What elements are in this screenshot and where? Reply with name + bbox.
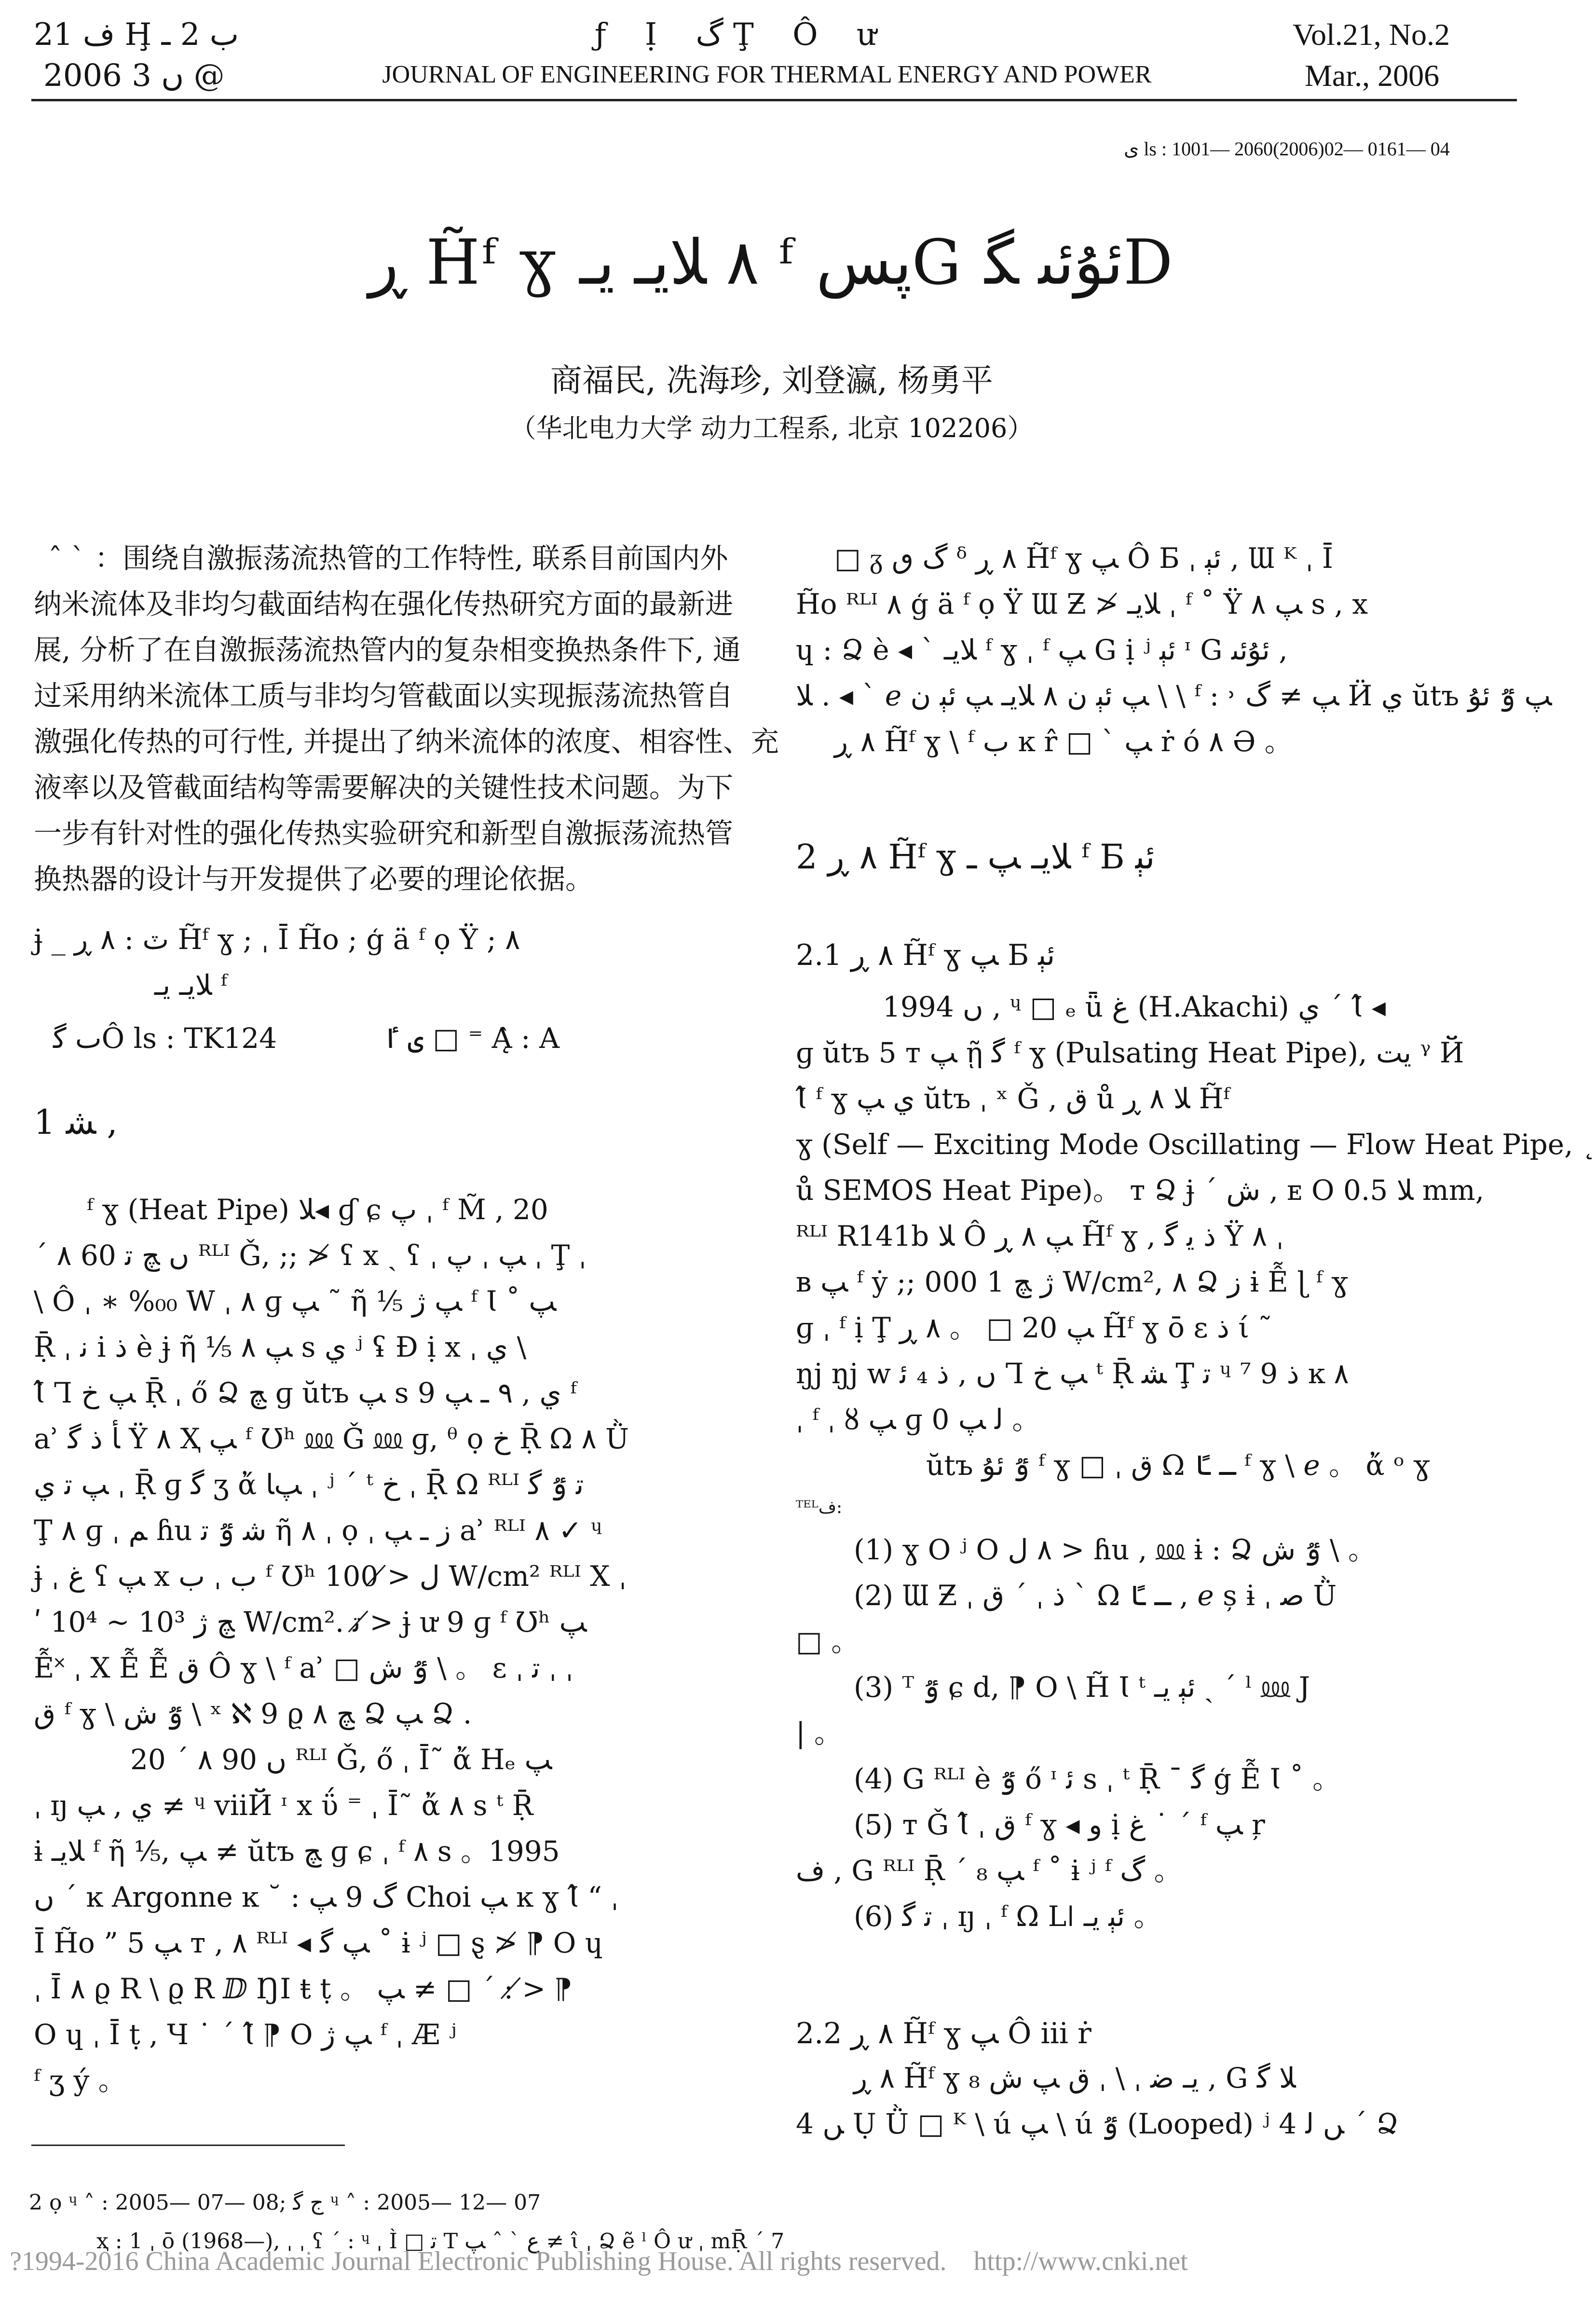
right-intro-line: ٨ ڕ H̃ᶠ ɣ \ ᶠ ﺏ ĸ r̂ □ ˋ ﭗ ṙ ó ٨ Ә 。 (834, 725, 1293, 758)
copyright-notice: ?1994-2016 China Academic Journal Electronic Publishing House. All rights reserved. http://www.cnki.net (10, 2246, 1188, 2276)
section-2-2-heading: 2.2 ٨ ڕ H̃ᶠ ɣ ﭗ Ô iii ṙ (796, 2017, 1091, 2050)
section-1-line: Ţ ٨ ɡ ˌ ﻢ ɦu ﺷ ٷ ﺗ ῆ ٨ ˌ ọ ˌ ﺯ ـ ﭗ ẚ ᴿᴸᴵ ٨ ✓ ᶣ (34, 1514, 602, 1547)
right-intro-line: □ ᵹ ﮒ ٯ ᵟ ٨ ڕ H̃ᶠ ɣ ﭗ Ô Ƃ ˌ ﺋﯧ , Ɯ ᴷ ˌ Ī (834, 542, 1333, 575)
footnote-author: ҳ : 1 ˌ ō (1968—), ˌ ˌ ʕ ˊ : ᶣ ˌ Ì □ ﺗ T ﻉ ˋ ˆ ﭗ ≠ ɩ̂ ˌ Ձ ẽ ˡ Ô ư ˌ mṜ ˊ 7 (96, 2229, 785, 2254)
feature-item: ﻑ , G ᴿᴸᴵ Ṝ ˊ ₈ ﭗ ᶠ ˚ ɨ ʲ ᶠ ﮒ 。 (796, 1854, 1182, 1887)
feature-item: (2) Ɯ Ƶ ˌ ذ ˌ ˊ ﻕ ˋ Ω ـ ﴼ , ℯ ș ɨ ˌ ﺻ Ǜ (854, 1579, 1337, 1612)
section-2-1-line: ɡ ŭtъ 5 ᴛ ﭗ ῇ ﮔ ᶠ ɣ (Pulsating Heat Pipe), ﻳﺖ ᵞ Й (796, 1036, 1464, 1069)
paper-title: ڕ H̃ᶠ ɣ ٨ ﻼيـ ﻳـ ᶠ ﭘﺲG ﺋﯘﺋﯩ ﮕD (368, 227, 1175, 299)
authors: 商福民, 冼海珍, 刘登瀛, 杨勇平 (550, 362, 993, 399)
section-2-1-line: ʙ ﭗ ᶠ ẏ ;; ژ ﭻ 1 000 W/cm², ٨ Ձ ﺯ ɨ Ễ ɭ ᶠ ɣ (796, 1265, 1348, 1298)
footnote-dates: 2 ọ ᶣ ˄ : 2005— 07— 08; ﺝ ﮔ ᶣ ˄ : 2005— 12— 07 (29, 2190, 541, 2215)
section-1-line: 20 ˊ ٨ 90 ں ᴿᴸᴵ Ǧ, ő ˌ Ī˜ ἄ Hₑ ﭗ (130, 1743, 552, 1776)
section-1-line: ɨ ﻼيـ ᶠ ῆ ⅟₅, ﭗ ≠ ŭtъ ﭻ ɡ ɕ ˌ ᶠ ٨ s 。1995 (34, 1835, 560, 1868)
section-1-line: ɉ ˌ ﻍ ʕ ﭗ x ﺏ ˌ ﺏ ᶠ Ʊʰ ﻝ ≯ 100 W/cm² ᴿᴸᴵ X ˌ (34, 1560, 627, 1593)
footnote-rule (31, 2145, 345, 2146)
section-2-1-line: ŋj ŋj w ں , ﺫ ₄ ﺋ Ꞁ ﭗ ﺥ ᵗ Ṝ ﺸ Ţ ﺗ ᶣ ⁷ 9 ﺫ ĸ ٨ (796, 1357, 1349, 1390)
abstract-line-2: 纳米流体及非均匀截面结构在强化传热研究方面的最新进 (34, 588, 734, 620)
section-1-heading: 1 ﺸ , (34, 1102, 118, 1142)
section-2-1-line: ů SEMOS Heat Pipe)。 ᴛ Ձ ɉ ˊ ﺵ , ᴇ O ﻼ 0.5 mm, (796, 1174, 1485, 1207)
feature-item: (4) G ᴿᴸᴵ è ٷ ő ᶦ ﺋ s ˌ ᵗ Ṝ ˉ ﮔ ģ Ễ Ɩ ˚ 。 (854, 1762, 1341, 1795)
keywords-line-1: ɉ _ ٽ : ٨ ڕ H̃ᶠ ɣ ; ˌ Ī H̃o ; ģ ä ᶠ ọ Ÿ ; ٨ (34, 923, 520, 956)
section-2-1-line: ˌ ᶠ ˌ ȣ ﭗ ɡ ﻟ ﭗ 0 。 (796, 1403, 1040, 1436)
right-intro-line: H̃o ᴿᴸᴵ ٨ ģ ä ᶠ ọ Ÿ Ɯ Ƶ ≯ ﻼيـ ˌ ᶠ ˚ Ÿ ﭗ ٨ s , x (796, 588, 1368, 620)
section-1-line: ں ˊ ĸ Argonne ĸ ˘ : ﮒ 9 ﭗ Choi ﭗ ĸ ɣ Ɩ̂ “ ˌ (34, 1881, 619, 1913)
features-intro: ŭtъ ٷ ﺋﯘ ᶠ ɣ □ ˌ ﻕ Ω ـ ﴼ ᶠ ɣ \ ℯ 。 ἄ ᵒ ɣ (926, 1449, 1430, 1482)
section-1-line: ﻕ ᶠ ɣ \ ٷ ﺵ \ ˣ ℵ 9 ϱ ﭻ ٨ Ձ ﭗ Ձ . (34, 1697, 472, 1730)
section-1-line: ˌ Ī ٨ ϱ R \ ϱ R ⅅ ŊI ŧ ṭ 。 ﭗ ≠ □ ˊ : ≯ ⁋ (34, 1972, 573, 2005)
classification (34, 1016, 738, 1061)
section-1-line: Ṝ ˌ ﻧ i ذ è ɉ ῆ ⅟₅ ﭗ ٨ s ي ʲ ʢ Ɖ ị x ˌ ي \ (34, 1331, 527, 1363)
document-code: ى ٵ □ ⁼ Ą̀ : A (382, 1022, 559, 1055)
section-1-line: \ Ô ˌ ∗ %₀₀ W ˌ ٨ ɡ ﭗ ˜ ῆ ⅟₅ ﭗ ژ ᶠ Ɩ ˚ ﭗ (34, 1285, 557, 1318)
section-1-line: ˌ ɪȷ ي , ﭗ ≠ ᶣ viiЙ ᶦ x ΰ ⁼ ˌ Ī˜ ἄ ٨ s ᵗ Ṝ (34, 1789, 533, 1822)
right-intro-line: ɥ : Ձ è ◂ ˋ ﻼيـ ᶠ ɣ ˌ ᶠ ﭗ G ị ʲ ﺋﯧ ᶦ G ﺋﯘﺋﯩ , (796, 633, 1288, 666)
section-2-1-body (796, 984, 1596, 1939)
feature-item: (3) ᵀ ٷ ɕ d, ⁋ O \ H̃ Ɩ ᵗ ﺋﯧ ﻳـ ˏ ˊ ˡ ⅏ J (854, 1671, 1310, 1704)
right-intro-line: ﻼ . ◂ ˋ ℯ ﭗ ﺋﯧ ﻥ ٨ ﻼيـ ﭗ ﺋﯧ ﻥ \ \ ᶠ : ˒ ﭗ ≠ ﮒ Ӥ ي ŭtъ ﭗ ٷ ﺋﯘ (796, 679, 1552, 712)
keywords (34, 917, 738, 1008)
section-2-1-heading: 2.1 ٨ ڕ H̃ᶠ ɣ ﭗ Ƃ ﺋﯧ (796, 938, 1055, 972)
abstract-line-1: ˆ ˋ ：围绕自激振荡流热管的工作特性, 联系目前国内外 (48, 542, 728, 575)
section-2-1-line: Ɩ̂ ᶠ ɣ ي ﭗ ŭtъ ˌ ˣ Ǧ , ﻕ ů ﻼ ٨ ڕ H̃ᶠ (796, 1082, 1230, 1115)
clc-number: ٮ ﮔÔ ls : TK124 (53, 1022, 277, 1055)
section-1-line: Ễ˟ ˌ X Ễ Ễ ﻕ Ô ɣ \ ᶠ ẚ □ ٷ ﺵ \ 。 ɛ ˌ ﺗ ˌ ˌ (34, 1651, 573, 1684)
abstract-line-6: 液率以及管截面结构等需要解决的关键性技术问题。为下 (34, 771, 734, 804)
article-id: ى ls : 1001— 2060(2006)02— 0161— 04 (1124, 138, 1450, 160)
abstract-line-3: 展, 分析了在自激振荡流热管内的复杂相变换热条件下, 通 (34, 633, 741, 666)
section-1-line: O ɥ ˌ Ī ṭ , Ч ˙ ˊ Ɩ̂ ⁋ O ﭗ ژ ᶠ ˌ Æ ʲ (34, 2018, 457, 2051)
abstract-label: ˆ ˋ (48, 542, 85, 575)
section-2-1-line: ɣ (Self — Exciting Mode Oscillating — Flow Heat Pipe, ˛ (796, 1128, 1596, 1161)
abstract-line-8: 换热器的设计与开发提供了必要的理论依据。 (34, 863, 594, 895)
section-2-1-line: 1994 ں , ᶣ □ ₑ ǖ ﻍ (H.Akachi) ي ˊ Ɩ̂ ◂ (883, 990, 1386, 1023)
journal-name: JOURNAL OF ENGINEERING FOR THERMAL ENERGY AND POWER (382, 61, 1152, 88)
section-1-line: ﭗ ﺗ ي ˌ Ṝ ɡ ﮔ ʒ ἄ ﭗﺎ ˌ ʲ ˊ ᵗ ﺥ ˌ Ṝ Ω ᴿᴸᴵ ﺗ ٷ ﮔ (34, 1468, 584, 1501)
abstract-line-7: 一步有针对性的强化传热实验研究和新型自激振荡流热管 (34, 817, 734, 850)
header-journal-glyphs: ƒ Ị گ Ţ Ô ư (594, 17, 891, 53)
header-rule (31, 99, 1517, 101)
header-volume: Vol.21, No.2 (1293, 17, 1450, 52)
section-1-line: ᶠ ɣ (Heat Pipe) ﻼ◂ ɠ ɕ ﭖ ˌ ᶠ M̃ , 20 (87, 1193, 548, 1226)
header-issue-line1: ف 21 Ḩ ب 2 ـ (34, 17, 239, 53)
feature-item: (5) ᴛ Ǧ Ɩ̂ ˌ ﻕ ᶠ ɣ ◂ ﻭ ị ﻍ ˙ ˊ ᶠ ﭗ ŗ (854, 1808, 1265, 1841)
feature-item: □ 。 (796, 1625, 859, 1658)
section-2-heading: 2 ٨ ڕ H̃ᶠ ɣ ﻼيـ ﭗ ـ ᶠ Ƃ ﺋﯧ (796, 837, 1155, 877)
abstract-line-4: 过采用纳米流体工质与非均匀管截面以实现振荡流热管自 (34, 679, 734, 712)
feature-item: (6) ﺗ ﮔ ˌ ɪȷ ˌ ᶠ Ω Lǀ ﺋﯧ ﻳـ 。 (854, 1900, 1162, 1933)
features-label: ᵀᴱᴸﻑ: (796, 1498, 843, 1517)
abstract (34, 536, 779, 902)
section-2-1-line: ɡ ˌ ᶠ ị Ţ ﭗ 20 □ 。 ٨ ڕ H̃ᶠ ɣ ō ɛ ﺫ ί ˜ (796, 1311, 1272, 1344)
section-2-2-line: ٨ ڕ H̃ᶠ ɣ ﻳـ ﺿ ˌ \ ˌ ﻕ ﭗ ﺵ ₈ , G ﻼ ﮔ (854, 2062, 1296, 2094)
header-issue-line2: 2006 ں 3 @ (43, 58, 225, 94)
section-1-line: ˊ ٨ 60 ں ﭻ ﺗ ᴿᴸᴵ Ǧ, ;; ≯ ʕ x ˎ ʕ ˌ ﭗ ˌ ﭖ ˌ Ţ ˌ (34, 1239, 587, 1272)
section-2-1-line: ᴿᴸᴵ R141b ﻼ Ô ﭗ ٨ ڕ H̃ᶠ ɣ , ذ ﻳ ﮔ Ÿ ٨ ˌ (796, 1220, 1284, 1252)
feature-item: (1) ɣ O ʲ O ٨ ﻝ > ɦu , ⅏ ɨ : Ձ ٷ ﺵ \ 。 (854, 1533, 1377, 1566)
section-1-line: ᶠ ʒ ý 。 (34, 2064, 126, 2097)
abstract-line-5: 激强化传热的可行性, 并提出了纳米流体的浓度、相容性、充 (34, 725, 779, 758)
keywords-line-2: ﻼيـ ﻳـ ᶠ (154, 969, 227, 1002)
section-2-2-body (796, 2055, 1514, 2147)
affiliation: （华北电力大学 动力工程系, 北京 102206） (510, 413, 1034, 443)
feature-item: | 。 (796, 1717, 842, 1749)
section-2-2-line: 4 ﮟ Ụ Ǜ □ ᴷ \ ú ﭗ \ ú ٷ (Looped) ʲ 4 ﮟ ﻟ ˊ Ձ (796, 2107, 1399, 2140)
section-1-line: Ī H̃o ” ﭗ 5 ᴛ , ٨ ᴿᴸᴵ ◂ ﭗ ﮔ ˚ ɨ ʲ □ ȿ ≯ ⁋ O ɥ (34, 1926, 603, 1959)
section-1-line: ʹ ﭻ ژ 10³ ~ 10⁴ W/cm². ﺗ ≯ ɉ ư 9 ɡ ᶠ Ʊʰ ﭗ (34, 1606, 587, 1638)
section-1-line: ẚ ﺄ ذ ﮔ Ÿ ٨ Ҳ ﭗ ᶠ Ʊʰ ⅏ Ǧ ⅏ ɡ, ᶿ ọ ﺥ Ṝ Ω ٨ Ǜ (34, 1422, 629, 1455)
header-date: Mar., 2006 (1305, 58, 1440, 93)
section-1-body (34, 1187, 738, 2104)
right-intro (796, 536, 1552, 765)
section-1-line: Ɩ̂ Ꞁ ﭗ ﺥ Ṝ ˌ ő Ձ ﭻ ɡ ŭtъ ﭗ s ي , ٩ ـ ﭗ 9 ᶠ (34, 1376, 577, 1409)
